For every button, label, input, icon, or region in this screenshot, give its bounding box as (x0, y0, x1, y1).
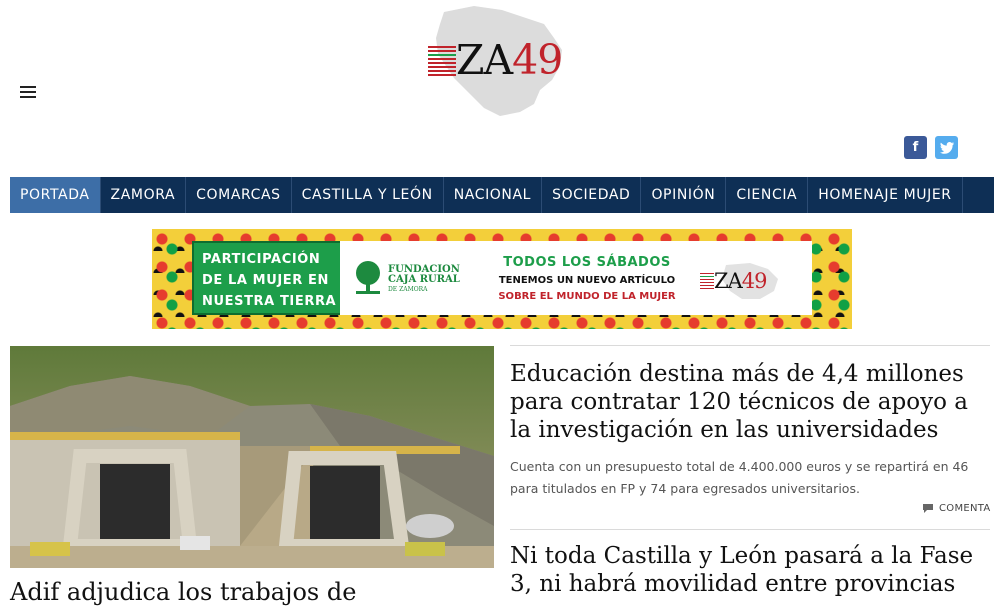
twitter-icon[interactable] (935, 136, 958, 159)
comment-icon (922, 503, 934, 514)
banner-left-text: PARTICIPACIÓN DE LA MUJER EN NUESTRA TIERRA (202, 252, 337, 309)
lead-article-title[interactable]: Adif adjudica los trabajos de (10, 578, 357, 606)
banner-white-panel (340, 241, 812, 315)
nav-item-portada[interactable]: PORTADA (10, 177, 101, 213)
tree-icon (352, 259, 384, 297)
nav-item-castilla-y-leon[interactable]: CASTILLA Y LEÓN (292, 177, 444, 213)
article-title[interactable]: Educación destina más de 4,4 millones para contratar 120 técnicos de apoyo a la investigación en las universidades (510, 361, 968, 443)
ad-banner[interactable] (152, 229, 852, 329)
nav-item-zamora[interactable]: ZAMORA (101, 177, 187, 213)
site-logo[interactable] (422, 4, 587, 118)
divider (510, 345, 990, 346)
nav-item-ciencia[interactable]: CIENCIA (726, 177, 808, 213)
foundation-name: FUNDACION CAJA RURAL DE ZAMORA (388, 264, 460, 293)
comment-link[interactable] (922, 503, 991, 514)
article-card (510, 345, 990, 531)
nav-item-opinion[interactable]: OPINIÓN (641, 177, 726, 213)
tunnel-construction-photo (10, 346, 494, 568)
banner-logo: ZA49 (696, 261, 796, 301)
hamburger-icon[interactable] (20, 86, 36, 100)
nav-item-homenaje-mujer[interactable]: HOMENAJE MUJER (808, 177, 962, 213)
comment-label: COMENTA (939, 503, 991, 514)
logo-stripes (428, 46, 456, 78)
logo-text: ZA49 (456, 36, 563, 84)
banner-promo-text: TODOS LOS SÁBADOS TENEMOS UN NUEVO ARTÍCULO SOBRE EL MUNDO DE LA MUJER (498, 255, 676, 302)
facebook-icon[interactable]: f (904, 136, 927, 159)
divider (510, 529, 990, 530)
article-card (510, 529, 990, 598)
article-title[interactable]: Ni toda Castilla y León pasará a la Fase 3, ni habrá movilidad entre provincias (510, 543, 974, 597)
twitter-bird-icon (940, 142, 954, 154)
nav-item-comarcas[interactable]: COMARCAS (186, 177, 292, 213)
article-excerpt: Cuenta con un presupuesto total de 4.400.000 euros y se repartirá en 46 para titulados en FP y 74 para egresados universitarios. (510, 459, 969, 496)
nav-item-nacional[interactable]: NACIONAL (444, 177, 542, 213)
main-nav (10, 177, 994, 213)
lead-article-image[interactable] (10, 346, 494, 568)
nav-item-sociedad[interactable]: SOCIEDAD (542, 177, 641, 213)
social-links (904, 136, 958, 159)
